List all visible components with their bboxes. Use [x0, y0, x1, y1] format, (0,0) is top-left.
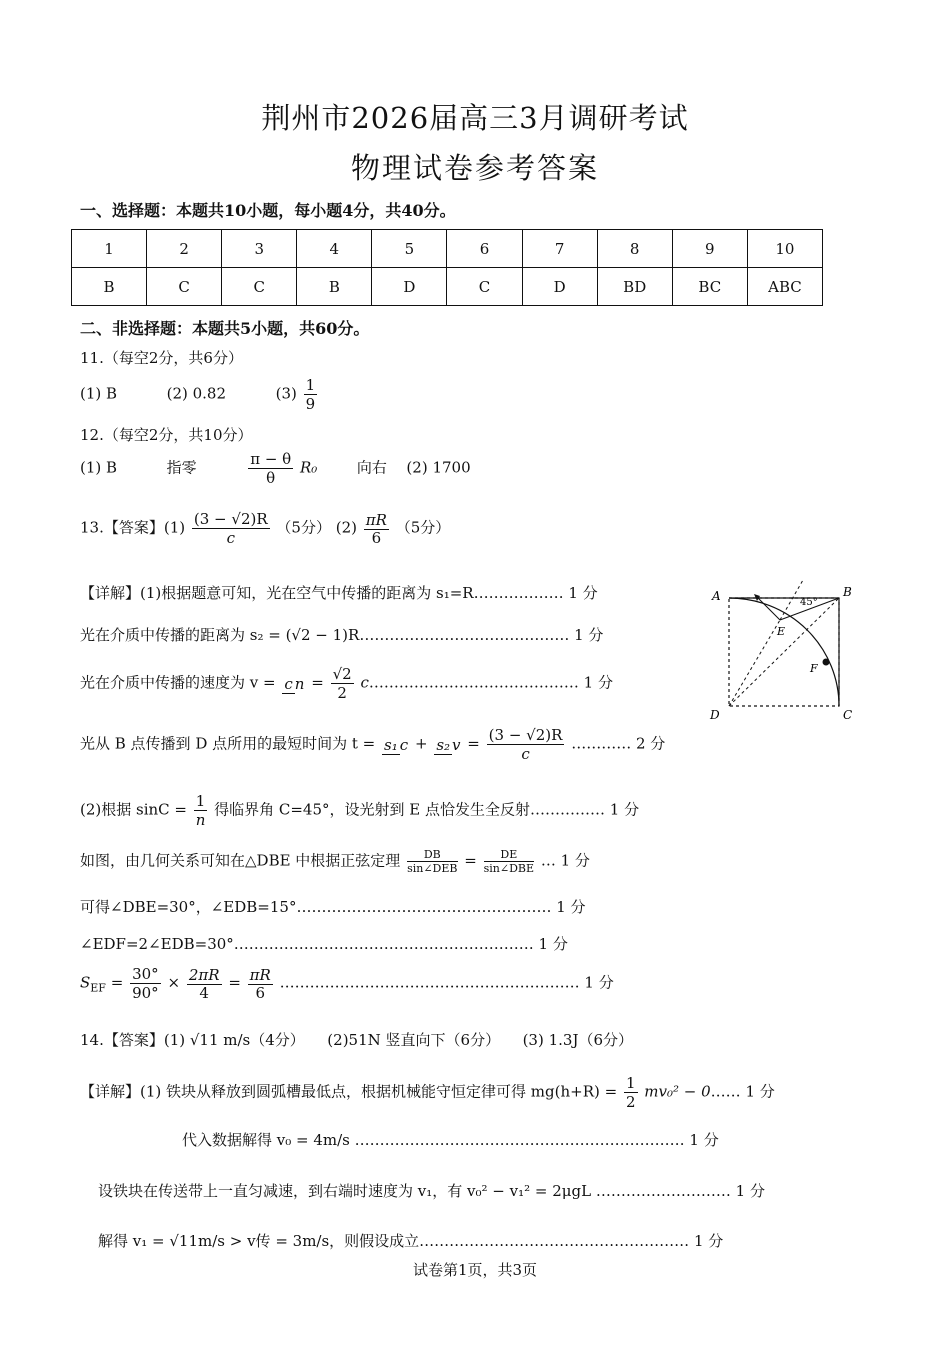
- table-cell: 2: [147, 230, 222, 268]
- square-outline: [729, 598, 839, 706]
- q13-answer-1-fraction: $\frac{(3 - √2)R}{c}$: [193, 510, 268, 547]
- table-cell: ABC: [747, 268, 822, 306]
- label-e: E: [777, 625, 786, 638]
- q13-detail-line-3: 光在介质中传播的速度为 v = c n = $\frac{√2}{2}$ c…………………………………… 1 分: [80, 665, 613, 702]
- q13-geometry-figure: [700, 578, 860, 726]
- answer-table-numbers-row: [72, 230, 823, 268]
- q13-detail-line-5: (2)根据 sinC = $\frac{1}{n}$ 得临界角 C=45°，设光射到 E 点恰发生全反射…………… 1 分: [80, 792, 640, 829]
- q12-answer-1: (1) B: [80, 458, 118, 477]
- table-cell: B: [72, 268, 147, 306]
- q13-answer: [80, 510, 450, 547]
- table-cell: BC: [672, 268, 747, 306]
- q12-header: 12.（每空2分，共10分）: [80, 426, 253, 444]
- table-cell: C: [447, 268, 522, 306]
- q13-detail-line-6: 如图，由几何关系可知在△DBE 中根据正弦定理 $\frac{DB}{\text{sin∠DEB}}$ = $\frac{DE}{\text{sin∠DBE}}$ … 1 分: [80, 848, 590, 876]
- table-cell: D: [372, 268, 447, 306]
- label-a: A: [712, 589, 721, 603]
- q13-answer-prefix: 13.【答案】(1): [80, 518, 186, 537]
- q14-detail-line-2: 代入数据解得 v₀ = 4m/s ………………………………………………………… 1 分: [182, 1131, 719, 1149]
- page-title: 荆州市2026届高三3月调研考试: [261, 101, 689, 135]
- section1-heading: 一、选择题：本题共10小题，每小题4分，共40分。: [80, 201, 456, 220]
- q11-answers: [80, 376, 319, 413]
- arc-ac: [729, 598, 839, 706]
- table-cell: C: [147, 268, 222, 306]
- label-c: C: [843, 708, 853, 722]
- answer-table: [71, 229, 823, 306]
- table-cell: 8: [597, 230, 672, 268]
- q12-answers: [80, 450, 471, 487]
- table-cell: 3: [222, 230, 297, 268]
- q13-detail-line-4: 光从 B 点传播到 D 点所用的最短时间为 t = s₁ c + s₂ v = $\frac{(3 - √2)R}{c}$ ………… 2 分: [80, 726, 666, 763]
- q11-header: 11.（每空2分，共6分）: [80, 349, 243, 367]
- table-cell: B: [297, 268, 372, 306]
- q14-detail-line-4: 解得 v₁ = √11m/s > v传 = 3m/s，则假设成立……………………………………………… 1 分: [98, 1232, 724, 1250]
- table-cell: 9: [672, 230, 747, 268]
- table-cell: 7: [522, 230, 597, 268]
- page-subtitle: 物理试卷参考答案: [350, 151, 599, 185]
- q12-answer-5: (2) 1700: [406, 458, 471, 477]
- table-cell: 5: [372, 230, 447, 268]
- q11-answer-3-fraction: $\frac{1}{9}$: [305, 376, 316, 413]
- label-b: B: [843, 585, 852, 599]
- table-cell: 6: [447, 230, 522, 268]
- answer-table-answers-row: [72, 268, 823, 306]
- q13-detail-line-2: 光在介质中传播的距离为 s₂ = (√2 − 1)R…………………………………… 1 分: [80, 626, 604, 644]
- table-cell: 1: [72, 230, 147, 268]
- q13-detail-line-7: 可得∠DBE=30°，∠EDB=15°…………………………………………… 1 分: [80, 898, 586, 916]
- section2-heading: 二、非选择题：本题共5小题，共60分。: [80, 319, 370, 338]
- q12-answer-3-tail: R₀: [299, 458, 318, 477]
- q12-answer-4: 向右: [356, 458, 387, 477]
- q13-answer-2-prefix: (2): [335, 518, 357, 537]
- point-f-dot: [823, 659, 830, 666]
- q13-detail-line-1: 【详解】(1)根据题意可知，光在空气中传播的距离为 s₁=R……………… 1 分: [80, 584, 598, 602]
- q12-answer-3-fraction: $\frac{\pi - \theta}{\theta}$: [250, 450, 292, 487]
- q13-answer-1-points: （5分）: [276, 518, 331, 537]
- table-cell: C: [222, 268, 297, 306]
- table-cell: BD: [597, 268, 672, 306]
- table-cell: 10: [747, 230, 822, 268]
- q13-answer-2-points: （5分）: [395, 518, 451, 537]
- q13-answer-2-fraction: $\frac{\pi R}{6}$: [365, 510, 387, 547]
- q13-detail-line-9: $S_{EF}$ = $\frac{30^\circ}{90^\circ}$ × $\frac{2\pi R}{4}$ = $\frac{\pi R}{6}$ …………………………………………………… 1 分: [80, 965, 614, 1002]
- q14-detail-line-3: 设铁块在传送带上一直匀减速，到右端时速度为 v₁，有 v₀² − v₁² = 2μgL ……………………… 1 分: [98, 1182, 765, 1200]
- q11-answer-3-label: (3): [275, 384, 297, 403]
- q11-answer-1: (1) B: [80, 384, 118, 403]
- q14-detail-line-1: 【详解】(1) 铁块从释放到圆弧槽最低点，根据机械能守恒定律可得 mg(h+R) = $\frac{1}{2}$ mv₀² − 0…… 1 分: [80, 1074, 775, 1111]
- label-d: D: [710, 708, 720, 722]
- diagonal-db: [729, 598, 839, 706]
- q12-answer-2: 指零: [166, 458, 197, 477]
- q14-answer: 14.【答案】(1) √11 m/s（4分） (2)51N 竖直向下（6分） (3) 1.3J（6分）: [80, 1031, 634, 1049]
- table-cell: D: [522, 268, 597, 306]
- page-footer: 试卷第1页，共3页: [412, 1261, 538, 1279]
- q11-answer-2: (2) 0.82: [166, 384, 227, 403]
- label-angle: 45°: [800, 597, 818, 608]
- label-f: F: [810, 662, 818, 675]
- table-cell: 4: [297, 230, 372, 268]
- q13-detail-line-8: ∠EDF=2∠EDB=30°…………………………………………………… 1 分: [80, 935, 568, 953]
